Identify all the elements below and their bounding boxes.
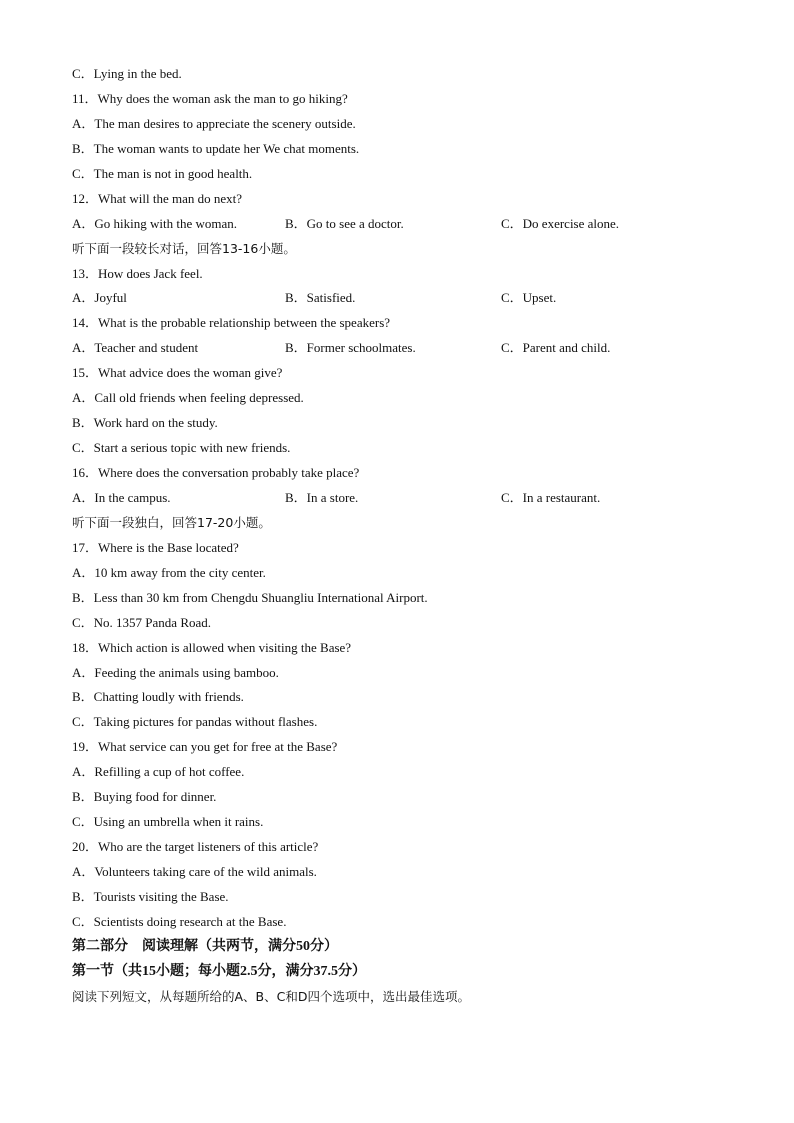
option-text: C．Lying in the bed. [72,66,182,81]
option-text: C．Taking pictures for pandas without flashes. [72,714,318,730]
option-a: A．In the campus. [72,489,171,505]
option-b: B．Former schoolmates. [285,340,416,356]
option-b: B．Satisfied. [285,290,356,306]
option-a: A．Go hiking with the woman. [72,215,238,231]
question-text: 13．How does Jack feel. [72,265,203,281]
options-row [72,286,732,311]
option-text: A．Refilling a cup of hot coffee. [72,764,245,780]
question-text: 15．What advice does the woman give? [72,365,283,381]
option-a: A．Teacher and student [72,340,199,356]
option-text: A．Volunteers taking care of the wild animals. [72,864,317,879]
option-a: A．Joyful [72,290,127,306]
option-text: B．Chatting loudly with friends. [72,689,244,705]
section-heading: 第一节（共15小题；每小题2.5分，满分37.5分） [72,963,366,979]
question-text: 16．Where does the conversation probably take place? [72,465,360,480]
option-text: C．Using an umbrella when it rains. [72,814,264,830]
option-b: B．Go to see a doctor. [285,215,404,231]
option-text: C．Start a serious topic with new friends. [72,440,291,456]
option-c: C．In a restaurant. [501,489,601,505]
question-text: 20．Who are the target listeners of this article? [72,839,319,855]
question-text: 17．Where is the Base located? [72,539,239,555]
document-content [72,62,732,1010]
option-text: B．Tourists visiting the Base. [72,888,229,904]
question-text: 12．What will the man do next? [72,190,243,206]
option-c: C．Parent and child. [501,340,611,356]
options-row [72,336,732,361]
instruction-text: 阅读下列短文，从每题所给的A、B、C和D四个选项中，选出最佳选项。 [72,988,470,1004]
question-text: 14．What is the probable relationship between the speakers? [72,315,391,331]
option-text: A．Call old friends when feeling depressed. [72,390,304,406]
option-text: A．Feeding the animals using bamboo. [72,664,279,680]
option-text: A．10 km away from the city center. [72,564,266,580]
option-text: B．Less than 30 km from Chengdu Shuangliu International Airport. [72,589,428,605]
options-row [72,486,732,511]
option-c: C．Do exercise alone. [501,215,620,231]
option-text: B．The woman wants to update her We chat moments. [72,140,360,156]
option-text: B．Work hard on the study. [72,415,218,431]
option-text: A．The man desires to appreciate the scenery outside. [72,115,356,131]
option-text: C．Scientists doing research at the Base. [72,913,287,929]
option-text: C．No. 1357 Panda Road. [72,614,212,630]
option-text: C．The man is not in good health. [72,165,253,181]
section-heading: 第二部分 阅读理解（共两节，满分50分） [72,938,338,954]
question-text: 19．What service can you get for free at the Base? [72,739,338,755]
option-b: B．In a store. [285,489,359,505]
instruction-text: 听下面一段较长对话，回答13-16小题。 [72,240,296,256]
question-text: 18．Which action is allowed when visiting the Base? [72,639,352,655]
instruction-text: 听下面一段独白，回答17-20小题。 [72,514,271,530]
option-c: C．Upset. [501,290,557,306]
options-row [72,212,732,237]
option-text: B．Buying food for dinner. [72,789,217,805]
question-text: 11．Why does the woman ask the man to go hiking? [72,90,348,106]
